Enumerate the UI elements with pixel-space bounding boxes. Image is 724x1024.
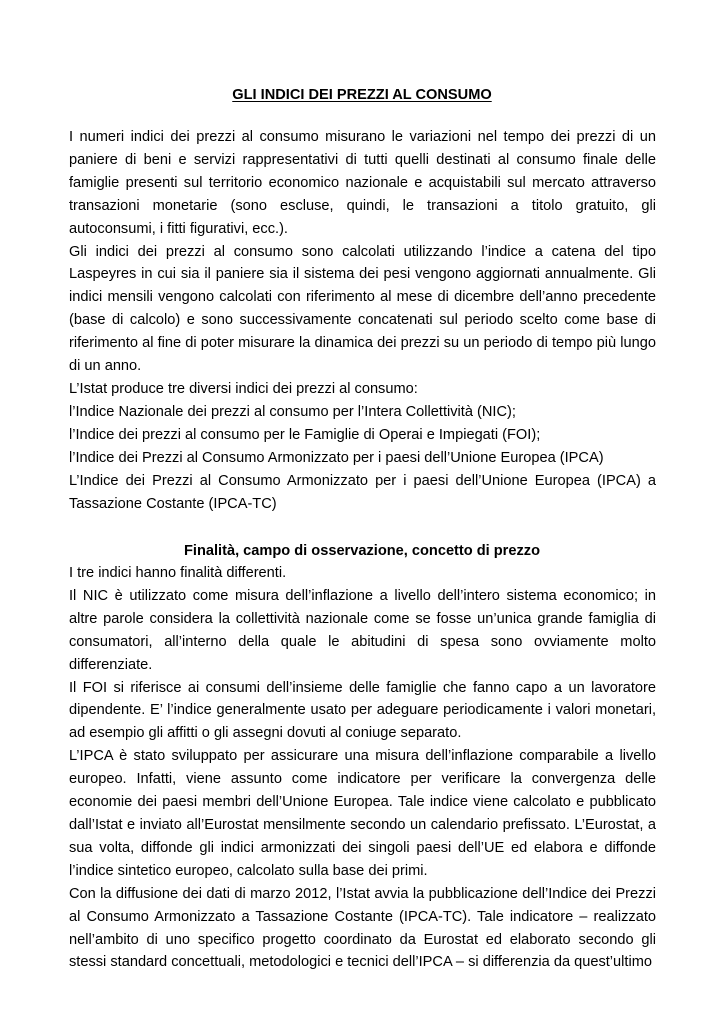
list-item-foi: l’Indice dei prezzi al consumo per le Famiglie di Operai e Impiegati (FOI); — [69, 426, 541, 443]
list-item-ipca: l’Indice dei Prezzi al Consumo Armonizzato per i paesi dell’Unione Europea (IPCA) — [69, 449, 604, 466]
document-title: GLI INDICI DEI PREZZI AL CONSUMO — [232, 87, 492, 103]
intro-section — [69, 126, 656, 515]
list-item-ipca-tc: L’Indice dei Prezzi al Consumo Armonizzato per i paesi dell’Unione Europea (IPCA) a Tassazione Costante (IPCA-TC) — [69, 472, 656, 512]
paragraph-ipca: L’IPCA è stato sviluppato per assicurare una misura dell’inflazione comparabile a livello europeo. Infatti, viene assunto come indicatore per verificare la convergenza delle economie dei paesi membri dell’Unione Europea. Tale indice viene calcolato e pubblicato dall’Istat e inviato all’Eurostat mensilmente secondo un calendario prefissato. L’Eurostat, a sua volta, diffonde gli indici armonizzati dei singoli paesi dell’UE ed elabora e diffonde l’indice sintetico europeo, calcolato sulla base dei primi. — [69, 748, 656, 879]
section-heading: Finalità, campo di osservazione, concetto di prezzo — [183, 543, 540, 559]
paragraph-definition: I numeri indici dei prezzi al consumo misurano le variazioni nel tempo dei prezzi di un paniere di beni e servizi rappresentativi di tutti quelli destinati al consumo finale delle famiglie presenti sul territorio economico nazionale e acquistabili sul mercato attraverso transazioni monetarie (sono escluse, quindi, le transazioni a titolo gratuito, gli autoconsumi, i fitti figurativi, ecc.). — [69, 129, 656, 237]
paragraph-foi: Il FOI si riferisce ai consumi dell’insieme delle famiglie che fanno capo a un lavoratore dipendente. E’ l’indice generalmente usato per adeguare periodicamente i valori monetari, ad esempio gli affitti o gli assegni dovuti al coniuge separato. — [69, 679, 656, 742]
list-item-nic: l’Indice Nazionale dei prezzi al consumo per l’Intera Collettività (NIC); — [69, 403, 516, 420]
paragraph-ipca-tc: Con la diffusione dei dati di marzo 2012, l’Istat avvia la pubblicazione dell’Indice dei Prezzi al Consumo Armonizzato a Tassazione Costante (IPCA-TC). Tale indicatore – realizzato nell’ambito di uno specifico progetto coordinato da Eurostat ed elaborato secondo gli stessi standard concettuali, metodologici e tecnici dell’IPCA – si differenzia da quest’ultimo — [69, 885, 656, 971]
paragraph-calculation-method: Gli indici dei prezzi al consumo sono calcolati utilizzando l’indice a catena del tipo Laspeyres in cui sia il paniere sia il sistema dei pesi vengono aggiornati annualmente. Gli indici mensili vengono calcolati con riferimento al mese di dicembre dell’anno precedente (base di calcolo) e sono successivamente concatenati sul periodo scelto come base di riferimento al fine di poter misurare la dinamica dei prezzi su un periodo di tempo più lungo di un anno. — [69, 243, 656, 375]
paragraph-istat-indices-intro: L’Istat produce tre diversi indici dei prezzi al consumo: — [69, 380, 418, 397]
paragraph-nic: Il NIC è utilizzato come misura dell’inflazione a livello dell’intero sistema economico; in altre parole considera la collettività nazionale come se fosse un’unica grande famiglia di consumatori, all’interno della quale le abitudini di spesa sono ovviamente molto differenziate. — [69, 587, 656, 673]
purpose-section — [69, 562, 656, 974]
paragraph-different-purposes: I tre indici hanno finalità differenti. — [69, 565, 287, 581]
